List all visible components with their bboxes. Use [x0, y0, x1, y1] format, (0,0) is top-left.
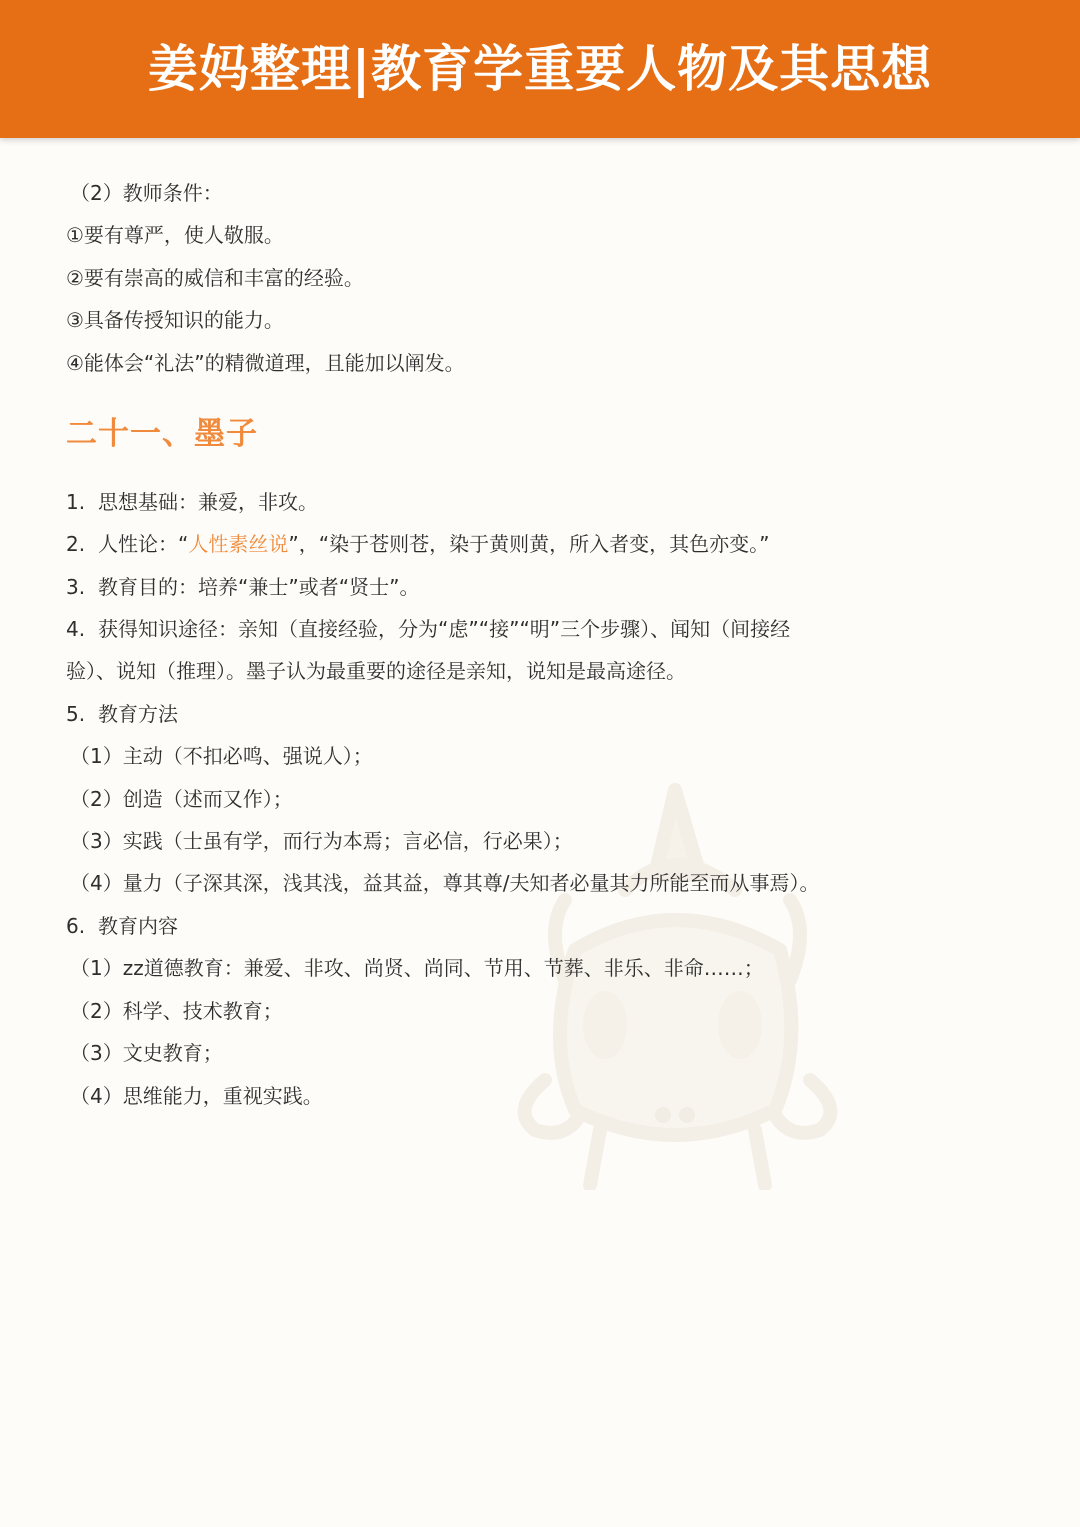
point-number: 2.: [66, 532, 86, 556]
content-item: （2）科学、技术教育；: [70, 999, 283, 1023]
content-item: （4）思维能力，重视实践。: [70, 1084, 323, 1108]
point-number: 5.: [66, 702, 86, 726]
teacher-condition-item: ①要有尊严，使人敬服。: [66, 223, 284, 247]
content-item: （3）文史教育；: [70, 1041, 223, 1065]
point-4-continuation: 验）、说知（推理）。墨子认为最重要的途径是亲知，说知是最高途径。: [66, 659, 686, 683]
section-title-mozi: 二十一、墨子: [66, 416, 258, 452]
point-2: [66, 530, 769, 558]
point-text: 教育目的：培养“兼士”或者“贤士”。: [98, 575, 420, 599]
point-text-prefix: 人性论：“: [98, 532, 189, 556]
page-header: [0, 0, 1080, 138]
point-text: 教育内容: [98, 914, 178, 938]
highlight-term: 人性素丝说: [188, 532, 289, 556]
point-number: 1.: [66, 490, 86, 514]
point-text: 获得知识途径：亲知（直接经验，分为“虑”“接”“明”三个步骤）、闻知（间接经: [98, 617, 791, 641]
method-item: （4）量力（子深其深，浅其浅，益其益，尊其尊/夫知者必量其力所能至而从事焉）。: [70, 871, 820, 895]
point-number: 3.: [66, 575, 86, 599]
teacher-condition-item: ②要有崇高的威信和丰富的经验。: [66, 266, 364, 290]
method-item: （3）实践（士虽有学，而行为本焉；言必信，行必果）；: [70, 829, 573, 853]
point-text: 思想基础：兼爱，非攻。: [98, 490, 318, 514]
point-text: 教育方法: [98, 702, 178, 726]
point-3: [66, 573, 419, 601]
point-4: [66, 615, 790, 643]
point-text-suffix: ”，“染于苍则苍，染于黄则黄，所入者变，其色亦变。”: [288, 532, 770, 556]
point-1: [66, 488, 318, 516]
point-6: [66, 912, 178, 940]
method-item: （1）主动（不扣必鸣、强说人）；: [70, 744, 373, 768]
point-number: 6.: [66, 914, 86, 938]
point-5: [66, 700, 178, 728]
method-item: （2）创造（述而又作）；: [70, 787, 293, 811]
page-title: 姜妈整理|教育学重要人物及其思想: [147, 40, 933, 98]
content-item: （1）zz道德教育：兼爱、非攻、尚贤、尚同、节用、节葬、非乐、非命……；: [70, 956, 764, 980]
teacher-condition-item: ③具备传授知识的能力。: [66, 308, 284, 332]
teacher-condition-item: ④能体会“礼法”的精微道理，且能加以阐发。: [66, 351, 465, 375]
point-number: 4.: [66, 617, 86, 641]
teacher-conditions-heading: （2）教师条件：: [70, 181, 223, 205]
